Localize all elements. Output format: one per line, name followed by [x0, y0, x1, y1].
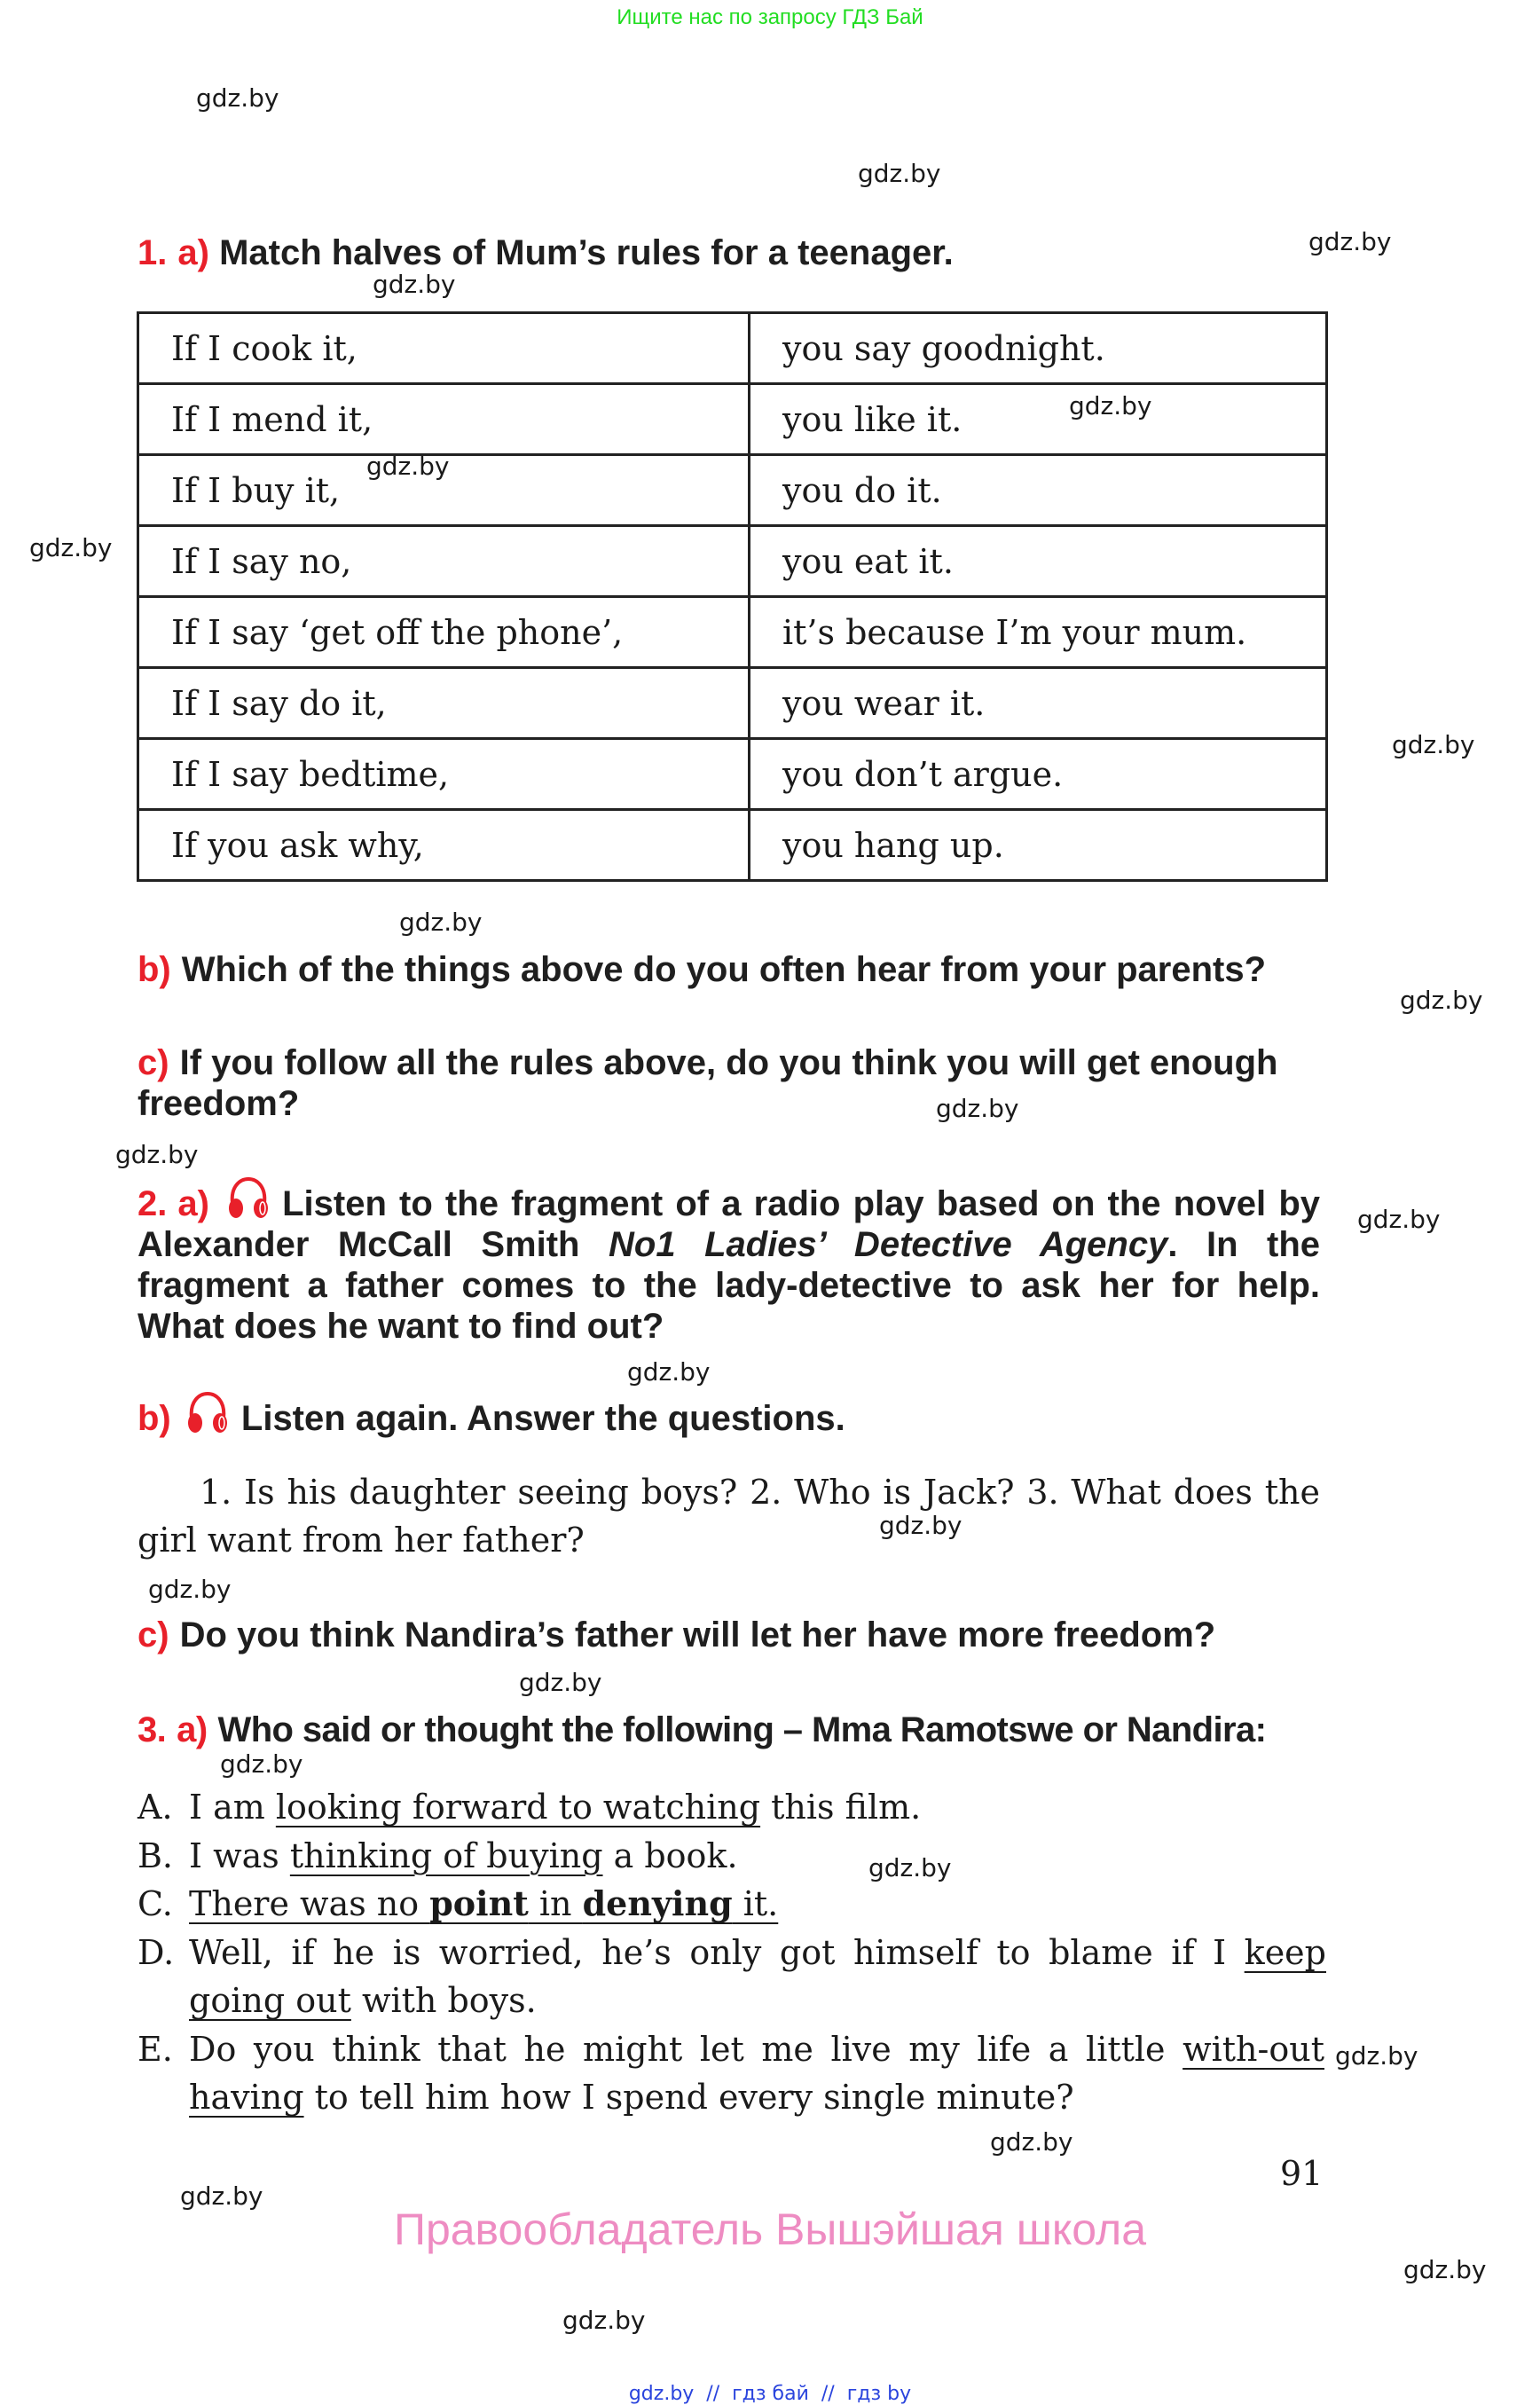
rule-end: you eat it. — [750, 526, 1327, 597]
rule-start: If I say bedtime, — [138, 739, 750, 810]
rule-start: If I say no, — [138, 526, 750, 597]
question-text: Which of the things above do you often hear from your parents? — [181, 950, 1267, 989]
exercise-number: 2. — [138, 1184, 168, 1223]
watermark: gdz.by — [220, 1749, 303, 1779]
item-text: Well, if he is worried, he’s only got himself to blame if I — [189, 1932, 1245, 1972]
exercise-1b — [138, 949, 1320, 990]
task-text: Listen to the fragment of a radio play based on the novel by Alexander McCall Smith — [138, 1184, 1320, 1264]
rule-start: If you ask why, — [138, 810, 750, 881]
list-item — [138, 1832, 1326, 1881]
table-row — [138, 597, 1327, 668]
underlined-phrase: keep going out — [189, 1932, 1326, 2020]
part-label: c) — [138, 1043, 169, 1082]
list-item — [138, 1929, 1326, 2025]
underlined-phrase: There was no — [189, 1884, 430, 1923]
table-row — [138, 455, 1327, 526]
underlined-phrase: thinking of buying — [289, 1835, 603, 1875]
item-letter: D. — [138, 1932, 175, 1972]
watermark: gdz.by — [1335, 2041, 1418, 2071]
rule-end: you wear it. — [750, 668, 1327, 739]
rule-end: it’s because I’m your mum. — [750, 597, 1327, 668]
exercise-2c — [138, 1615, 1320, 1655]
watermark: gdz.by — [1069, 391, 1152, 420]
item-letter: B. — [138, 1835, 174, 1875]
rule-end: you do it. — [750, 455, 1327, 526]
watermark: gdz.by — [936, 1094, 1019, 1123]
rule-start: If I say ‘get off the phone’, — [138, 597, 750, 668]
watermark: gdz.by — [1400, 986, 1483, 1015]
item-text: I was — [189, 1835, 290, 1875]
watermark: gdz.by — [196, 83, 279, 113]
footer-links[interactable]: gdz.by // гдз бай // гдз by — [628, 2383, 912, 2405]
item-text: with boys. — [350, 1981, 537, 2020]
bold-word: point — [429, 1883, 529, 1923]
watermark: gdz.by — [373, 270, 456, 299]
questions-text: 1. Is his daughter seeing boys? 2. Who is Jack? 3. What does the girl want from her father? — [138, 1473, 1320, 1560]
list-item — [138, 1783, 1326, 1832]
book-title: No1 Ladies’ Detective Agency — [609, 1225, 1168, 1264]
watermark: gdz.by — [366, 452, 450, 481]
item-letter: C. — [138, 1884, 173, 1923]
item-text: a book. — [602, 1835, 738, 1875]
item-letter: E. — [138, 2029, 173, 2069]
listening-questions — [138, 1468, 1320, 1564]
table-row — [138, 810, 1327, 881]
underlined-phrase: it. — [732, 1884, 779, 1923]
watermark: gdz.by — [519, 1668, 602, 1697]
page-number: 91 — [1280, 2154, 1324, 2193]
part-label: b) — [138, 1399, 171, 1438]
rule-end: you hang up. — [750, 810, 1327, 881]
underlined-phrase: with-out having — [189, 2029, 1324, 2117]
watermark: gdz.by — [29, 533, 113, 562]
exercise-number: 1. — [138, 233, 168, 272]
rule-start: If I mend it, — [138, 384, 750, 455]
watermark: gdz.by — [1357, 1205, 1441, 1234]
watermark: gdz.by — [1308, 227, 1392, 256]
watermark: gdz.by — [1392, 730, 1475, 759]
part-label: a) — [177, 1710, 208, 1749]
watermark: gdz.by — [562, 2306, 646, 2335]
watermark: gdz.by — [148, 1575, 232, 1604]
rule-end: you say goodnight. — [750, 313, 1327, 384]
bold-word: denying — [582, 1883, 733, 1923]
table-row — [138, 313, 1327, 384]
part-label: a) — [177, 1184, 209, 1223]
item-letter: A. — [138, 1788, 173, 1827]
watermark: gdz.by — [399, 908, 483, 937]
watermark: gdz.by — [879, 1511, 962, 1540]
exercise-1a-heading — [138, 232, 1320, 273]
table-row — [138, 739, 1327, 810]
instruction: Match halves of Mum’s rules for a teenager. — [219, 233, 954, 272]
question-text: If you follow all the rules above, do you think you will get enough freedom? — [138, 1043, 1278, 1123]
copyright-notice: Правообладатель Вышэйшая школа — [394, 2205, 1146, 2254]
watermark: gdz.by — [868, 1853, 952, 1882]
watermark: gdz.by — [1403, 2255, 1487, 2284]
list-item — [138, 1880, 1326, 1929]
statements-list — [138, 1783, 1326, 2122]
rule-start: If I buy it, — [138, 455, 750, 526]
search-banner: Ищите нас по запросу ГДЗ Бай — [617, 5, 923, 29]
part-label: b) — [138, 950, 171, 989]
item-text: to tell him how I spend every single minute? — [303, 2078, 1074, 2117]
instruction: Who said or thought the following – Mma Ramotswe or Nandira: — [217, 1710, 1267, 1749]
exercise-2a — [138, 1176, 1320, 1347]
headphones-icon[interactable] — [225, 1176, 271, 1221]
headphones-icon[interactable] — [185, 1391, 231, 1435]
exercise-3a-heading — [138, 1709, 1320, 1750]
exercise-1c — [138, 1042, 1320, 1124]
rule-start: If I cook it, — [138, 313, 750, 384]
watermark: gdz.by — [115, 1140, 199, 1169]
item-text: Do you think that he might let me live my life a little — [189, 2029, 1183, 2069]
table-row — [138, 668, 1327, 739]
list-item — [138, 2025, 1324, 2122]
underlined-phrase: looking forward to watching — [275, 1788, 761, 1827]
task-text: Listen again. Answer the questions. — [240, 1399, 845, 1438]
rule-start: If I say do it, — [138, 668, 750, 739]
exercise-2b — [138, 1391, 1320, 1439]
underlined-phrase: in — [528, 1884, 583, 1923]
exercise-number: 3. — [138, 1710, 167, 1749]
rule-end: you don’t argue. — [750, 739, 1327, 810]
item-text: this film. — [760, 1788, 922, 1827]
task-text: . In the fragment a father comes to the lady-detective to ask her for help. What does he want to find out? — [138, 1225, 1321, 1346]
part-label: a) — [177, 233, 209, 272]
watermark: gdz.by — [990, 2127, 1073, 2157]
table-row — [138, 526, 1327, 597]
question-text: Do you think Nandira’s father will let her have more freedom? — [179, 1615, 1216, 1654]
watermark: gdz.by — [858, 159, 941, 188]
item-text: I am — [189, 1788, 276, 1827]
watermark: gdz.by — [627, 1357, 711, 1387]
rule-end: you like it. — [750, 384, 1327, 455]
part-label: c) — [138, 1615, 169, 1654]
watermark: gdz.by — [180, 2181, 263, 2211]
